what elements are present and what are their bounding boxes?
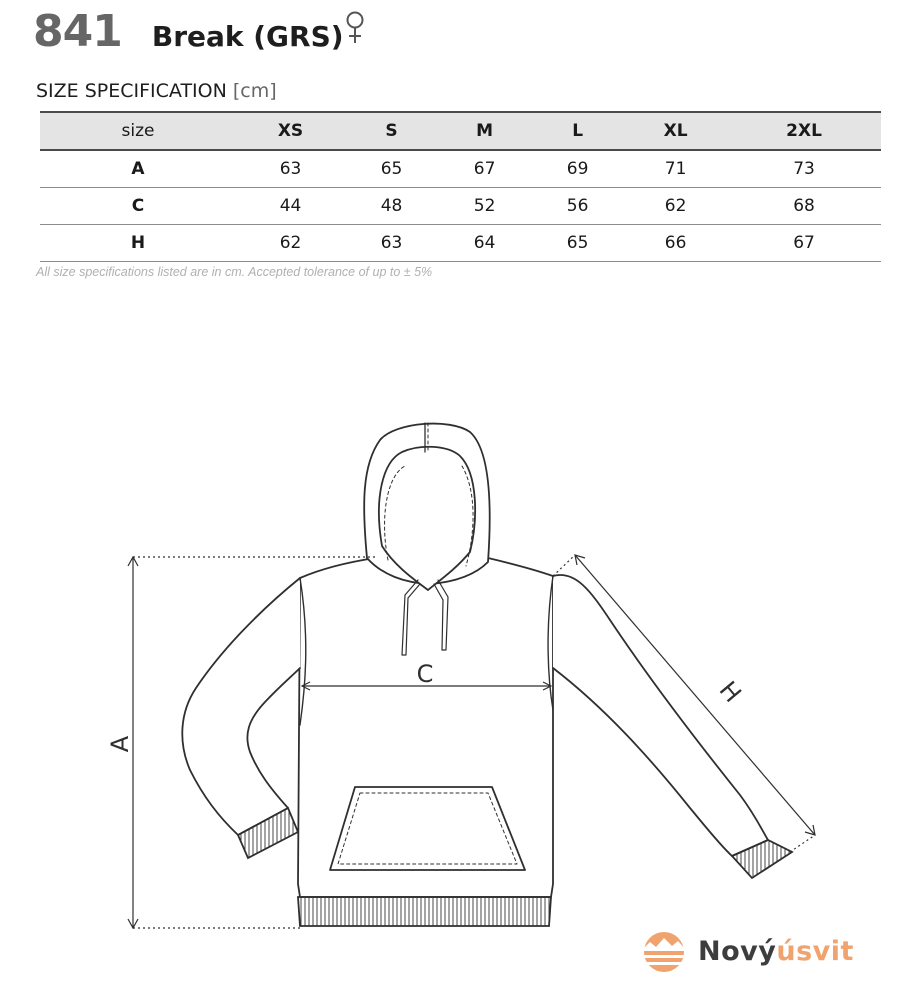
brand-name <box>698 936 854 967</box>
measure-c-label: C <box>416 660 434 688</box>
table-header-row <box>40 112 881 150</box>
model-number: 841 <box>33 6 122 57</box>
table-cell: 63 <box>236 150 345 188</box>
table-cell: 44 <box>236 188 345 225</box>
table-row <box>40 188 881 225</box>
hoodie-diagram <box>0 380 907 940</box>
table-cell: 67 <box>438 150 531 188</box>
brand-logo <box>636 928 854 974</box>
column-header: M <box>438 112 531 150</box>
column-header: XS <box>236 112 345 150</box>
table-cell: 71 <box>624 150 727 188</box>
column-header: size <box>40 112 236 150</box>
table-cell: 56 <box>531 188 624 225</box>
spec-title-text: SIZE SPECIFICATION <box>36 80 227 102</box>
table-cell: 52 <box>438 188 531 225</box>
brand-name-part2: úsvit <box>776 935 854 967</box>
column-header: L <box>531 112 624 150</box>
column-header: S <box>345 112 438 150</box>
left-sleeve-outline <box>182 578 300 835</box>
model-name: Break (GRS) <box>151 20 344 53</box>
measure-a-label: A <box>106 735 134 753</box>
table-cell: 63 <box>345 225 438 262</box>
table-cell: 48 <box>345 188 438 225</box>
table-cell: 65 <box>531 225 624 262</box>
sunrise-logo-icon <box>636 928 692 974</box>
waistband-rib <box>298 897 551 926</box>
spec-unit: [cm] <box>232 80 277 102</box>
female-symbol-icon <box>345 10 365 48</box>
product-header <box>33 6 344 58</box>
table-cell: 67 <box>727 225 881 262</box>
tolerance-note: All size specifications listed are in cm. Accepted tolerance of up to ± 5% <box>36 265 433 279</box>
measure-h-label: H <box>713 675 747 708</box>
table-cell: 68 <box>727 188 881 225</box>
row-label: C <box>40 188 236 225</box>
row-label: A <box>40 150 236 188</box>
table-cell: 62 <box>624 188 727 225</box>
size-table <box>40 111 881 262</box>
table-cell: 62 <box>236 225 345 262</box>
spec-title <box>36 80 277 102</box>
brand-name-part1: Nový <box>698 935 777 967</box>
table-row <box>40 225 881 262</box>
right-sleeve-outline <box>553 575 768 856</box>
row-label: H <box>40 225 236 262</box>
column-header: XL <box>624 112 727 150</box>
table-cell: 73 <box>727 150 881 188</box>
table-cell: 69 <box>531 150 624 188</box>
table-cell: 65 <box>345 150 438 188</box>
column-header: 2XL <box>727 112 881 150</box>
kangaroo-pocket <box>330 787 525 870</box>
table-row <box>40 150 881 188</box>
table-cell: 64 <box>438 225 531 262</box>
table-cell: 66 <box>624 225 727 262</box>
